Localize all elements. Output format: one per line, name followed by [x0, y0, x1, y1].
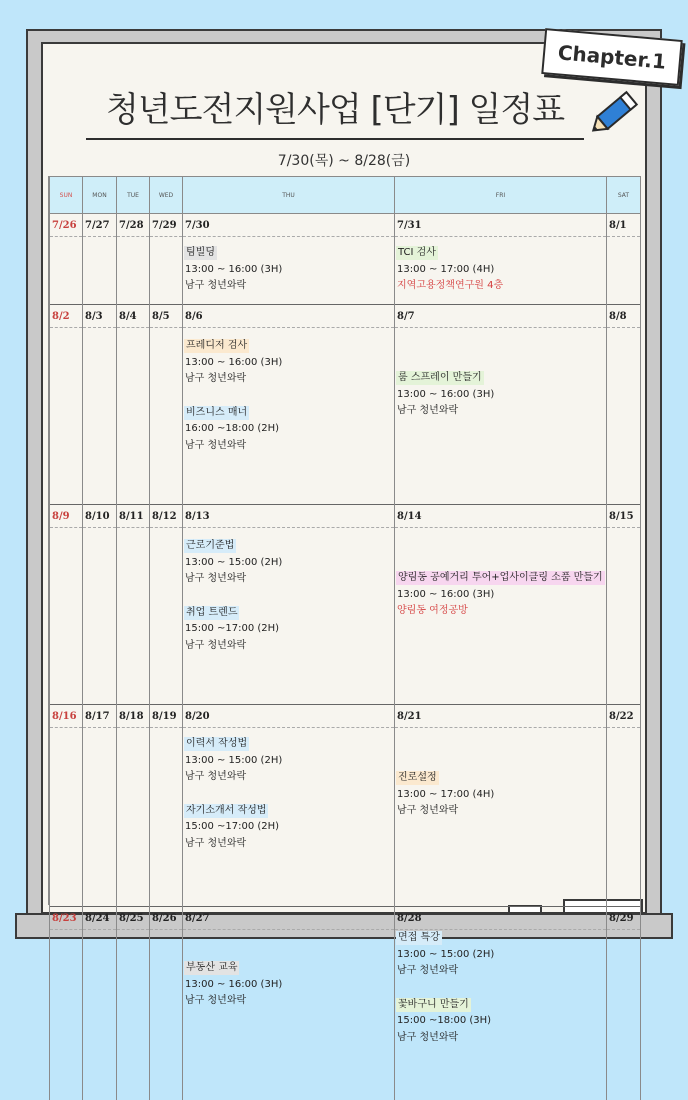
- week-event-row: [50, 930, 641, 1100]
- event-time: 13:00 ~ 16:00 (3H): [185, 977, 394, 994]
- week-event-row: [50, 328, 641, 505]
- event-block: [185, 405, 394, 455]
- date-cell: 8/8: [607, 305, 641, 328]
- week-event-row: [50, 528, 641, 705]
- event-block: [185, 245, 394, 295]
- date-cell: 8/20: [183, 705, 395, 728]
- event-name: 이력서 작성법: [184, 737, 249, 751]
- date-cell: 8/21: [395, 705, 607, 728]
- chapter-tag: Chapter.1: [541, 28, 682, 86]
- event-block: [397, 997, 606, 1047]
- event-place: 남구 청년와락: [185, 438, 394, 455]
- date-cell: 8/10: [83, 505, 117, 528]
- event-name: 꽃바구니 만들기: [396, 998, 471, 1012]
- day-cell: [83, 930, 117, 1100]
- weekday-sun: SUN: [50, 177, 83, 214]
- date-range: 7/30(목) ~ 8/28(금): [0, 150, 688, 170]
- calendar: [48, 176, 641, 905]
- event-time: 13:00 ~ 15:00 (2H): [397, 947, 606, 964]
- day-cell: [607, 728, 641, 907]
- event-block: [185, 338, 394, 388]
- date-cell: 8/24: [83, 907, 117, 930]
- weekday-thu: THU: [183, 177, 395, 214]
- day-cell: [183, 728, 395, 907]
- date-cell: 8/29: [607, 907, 641, 930]
- date-cell: 7/27: [83, 214, 117, 237]
- date-cell: 8/22: [607, 705, 641, 728]
- event-time: 13:00 ~ 16:00 (3H): [185, 355, 394, 372]
- date-cell: 8/12: [150, 505, 183, 528]
- weekday-tue: TUE: [117, 177, 150, 214]
- day-cell: [607, 328, 641, 505]
- title-underline: [86, 138, 584, 140]
- event-time: 15:00 ~17:00 (2H): [185, 621, 394, 638]
- day-cell: [607, 237, 641, 305]
- date-cell: 8/4: [117, 305, 150, 328]
- day-cell: [117, 930, 150, 1100]
- event-block: [397, 570, 606, 620]
- event-place: 남구 청년와락: [185, 278, 394, 295]
- date-cell: 8/1: [607, 214, 641, 237]
- day-cell: [395, 528, 607, 705]
- date-cell: 7/28: [117, 214, 150, 237]
- day-cell: [50, 728, 83, 907]
- event-name: 양림동 공예거리 투어+업사이클링 소품 만들기: [396, 571, 605, 585]
- date-cell: 8/5: [150, 305, 183, 328]
- day-cell: [395, 728, 607, 907]
- event-time: 13:00 ~ 17:00 (4H): [397, 787, 606, 804]
- day-cell: [395, 930, 607, 1100]
- date-cell: 7/30: [183, 214, 395, 237]
- day-cell: [83, 528, 117, 705]
- date-cell: 8/11: [117, 505, 150, 528]
- day-cell: [50, 930, 83, 1100]
- date-cell: 8/26: [150, 907, 183, 930]
- date-cell: 8/6: [183, 305, 395, 328]
- event-name: 근로기준법: [184, 539, 236, 553]
- date-cell: 8/25: [117, 907, 150, 930]
- event-block: [185, 960, 394, 1010]
- weekday-mon: MON: [83, 177, 117, 214]
- date-cell: 7/26: [50, 214, 83, 237]
- weekday-wed: WED: [150, 177, 183, 214]
- date-cell: 8/3: [83, 305, 117, 328]
- event-place: 남구 청년와락: [397, 803, 606, 820]
- event-block: [185, 803, 394, 853]
- event-place: 남구 청년와락: [185, 993, 394, 1010]
- day-cell: [183, 930, 395, 1100]
- day-cell: [50, 328, 83, 505]
- week-date-row: [50, 214, 641, 237]
- date-cell: 8/28: [395, 907, 607, 930]
- pencil-icon: [586, 88, 646, 140]
- event-place: 남구 청년와락: [185, 769, 394, 786]
- event-name: 진로설정: [396, 771, 439, 785]
- day-cell: [117, 237, 150, 305]
- event-block: [397, 370, 606, 420]
- week-date-row: [50, 705, 641, 728]
- event-block: [397, 245, 606, 295]
- event-name: 팀빌딩: [184, 246, 217, 260]
- event-name: 비즈니스 매너: [184, 406, 249, 420]
- event-place: 남구 청년와락: [397, 1030, 606, 1047]
- event-time: 13:00 ~ 15:00 (2H): [185, 753, 394, 770]
- page-title: 청년도전지원사업 [단기] 일정표: [85, 82, 585, 131]
- date-cell: 8/18: [117, 705, 150, 728]
- week-date-row: [50, 305, 641, 328]
- day-cell: [150, 528, 183, 705]
- event-time: 13:00 ~ 15:00 (2H): [185, 555, 394, 572]
- date-cell: 7/31: [395, 214, 607, 237]
- week-date-row: [50, 907, 641, 930]
- weekday-sat: SAT: [607, 177, 641, 214]
- calendar-body: [50, 214, 641, 1100]
- day-cell: [150, 728, 183, 907]
- event-name: 면접 특강: [396, 931, 442, 945]
- week-event-row: [50, 728, 641, 907]
- event-place: 남구 청년와락: [397, 403, 606, 420]
- event-place: 남구 청년와락: [397, 963, 606, 980]
- weekday-fri: FRI: [395, 177, 607, 214]
- day-cell: [83, 328, 117, 505]
- date-cell: 8/16: [50, 705, 83, 728]
- date-cell: 8/23: [50, 907, 83, 930]
- day-cell: [150, 237, 183, 305]
- day-cell: [83, 728, 117, 907]
- event-block: [185, 538, 394, 588]
- event-name: 부동산 교육: [184, 961, 239, 975]
- event-block: [185, 736, 394, 786]
- day-cell: [150, 930, 183, 1100]
- event-name: 프레디저 검사: [184, 339, 249, 353]
- day-cell: [607, 930, 641, 1100]
- week-event-row: [50, 237, 641, 305]
- day-cell: [395, 237, 607, 305]
- day-cell: [150, 328, 183, 505]
- day-cell: [117, 328, 150, 505]
- day-cell: [607, 528, 641, 705]
- week-date-row: [50, 505, 641, 528]
- event-place: 남구 청년와락: [185, 836, 394, 853]
- event-place: 지역고용정책연구원 4층: [397, 278, 606, 295]
- date-cell: 8/19: [150, 705, 183, 728]
- event-place: 양림동 여정공방: [397, 603, 606, 620]
- event-name: 취업 트렌드: [184, 606, 239, 620]
- event-place: 남구 청년와락: [185, 371, 394, 388]
- event-name: TCI 검사: [396, 246, 438, 260]
- date-cell: 8/2: [50, 305, 83, 328]
- date-cell: 8/27: [183, 907, 395, 930]
- date-cell: 8/15: [607, 505, 641, 528]
- day-cell: [395, 328, 607, 505]
- day-cell: [183, 237, 395, 305]
- event-time: 13:00 ~ 16:00 (3H): [185, 262, 394, 279]
- day-cell: [183, 328, 395, 505]
- day-cell: [83, 237, 117, 305]
- date-cell: 8/13: [183, 505, 395, 528]
- event-place: 남구 청년와락: [185, 571, 394, 588]
- event-name: 자기소개서 작성법: [184, 804, 268, 818]
- event-time: 15:00 ~17:00 (2H): [185, 819, 394, 836]
- event-time: 13:00 ~ 16:00 (3H): [397, 387, 606, 404]
- day-cell: [50, 528, 83, 705]
- date-cell: 8/9: [50, 505, 83, 528]
- day-cell: [117, 528, 150, 705]
- day-cell: [50, 237, 83, 305]
- event-time: 13:00 ~ 17:00 (4H): [397, 262, 606, 279]
- date-cell: 8/17: [83, 705, 117, 728]
- event-block: [185, 605, 394, 655]
- event-name: 룸 스프레이 만들기: [396, 371, 484, 385]
- event-time: 15:00 ~18:00 (3H): [397, 1013, 606, 1030]
- event-time: 13:00 ~ 16:00 (3H): [397, 587, 606, 604]
- day-cell: [117, 728, 150, 907]
- weekday-header: [50, 177, 641, 214]
- day-cell: [183, 528, 395, 705]
- event-time: 16:00 ~18:00 (2H): [185, 421, 394, 438]
- date-cell: 8/14: [395, 505, 607, 528]
- event-block: [397, 770, 606, 820]
- date-cell: 8/7: [395, 305, 607, 328]
- date-cell: 7/29: [150, 214, 183, 237]
- event-block: [397, 930, 606, 980]
- event-place: 남구 청년와락: [185, 638, 394, 655]
